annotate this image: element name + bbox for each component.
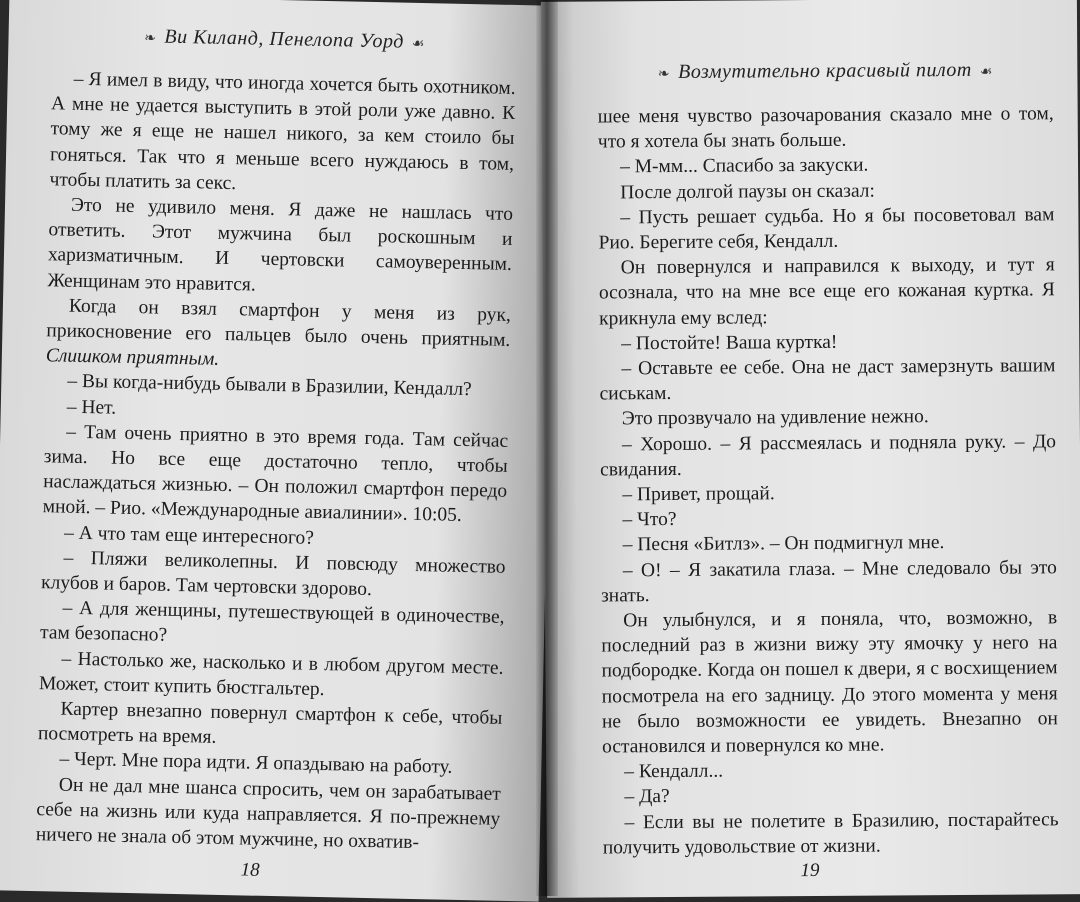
paragraph: Это не удивило меня. Я даже не нашлась что ответить. Этот мужчина был роскошным и харизматичным. И чертовски самоуверенным. Женщинам это нравится. <box>47 194 514 296</box>
paragraph: После долгой паузы он сказал: <box>620 180 875 203</box>
paragraph: Когда он взял смартфон у меня из рук, прикосновение его пальцев было очень приятным. Слишком приятным. <box>45 295 512 371</box>
paragraph: – Нет. <box>66 396 117 419</box>
right-running-header <box>597 58 1053 84</box>
right-page <box>541 0 1080 898</box>
paragraph: – М-мм... Спасибо за закуски. <box>619 155 869 178</box>
paragraph: – Песня «Битлз». – Он подмигнул мне. <box>622 532 945 556</box>
paragraph: – Что? <box>622 509 677 531</box>
ornament-icon: ❧ <box>143 31 157 47</box>
paragraph: – Кендалл... <box>624 760 724 783</box>
paragraph: – Оставьте ее себе. Она не даст замерзнуть вашим сиськам. <box>599 355 1056 405</box>
left-running-header <box>52 23 516 56</box>
left-header-text: Ви Киланд, Пенелопа Уорд <box>164 25 405 53</box>
ornament-icon: ❧ <box>657 66 671 83</box>
left-page-text <box>36 66 516 857</box>
paragraph: – Постойте! Ваша куртка! <box>621 331 838 355</box>
ornament-icon: ☙ <box>979 64 993 80</box>
left-page-number: 18 <box>240 859 260 881</box>
paragraph: – Пляжи великолепны. И повсюду множество клубов и баров. Там чертовски здорово. <box>40 547 506 601</box>
paragraph: Он не дал мне шанса спросить, чем он зарабатывает себе на жизнь или куда направляется. Я по-прежнему ничего не знала об этом мужчине, но охватив- <box>35 774 502 854</box>
paragraph: – Хорошо. – Я рассмеялась и подняла руку. – До свидания. <box>600 430 1057 481</box>
paragraph: Он повернулся и направился к выходу, и тут я осознала, что на мне все еще его кожаная куртка. Я крикнула ему вслед: <box>598 254 1055 330</box>
paragraph: Он улыбнулся, и я поняла, что, возможно, в последний раз в жизни вижу эту ямочку у него на подбородке. Когда он пошел к двери, я с восхищением посмотрела на его задницу. До этого момента у меня не было возможности ее увидеть. Внезапно он остановился и повернулся ко мне. <box>601 607 1058 758</box>
book-gutter <box>536 0 558 896</box>
paragraph: Картер внезапно повернул смартфон к себе, чтобы посмотреть на время. <box>37 698 503 749</box>
paragraph: шее меня чувство разочарования сказало мне о том, что я хотела бы знать больше. <box>597 103 1054 153</box>
paragraph: – А для женщины, путешествующей в одиночестве, там безопасно? <box>39 597 505 647</box>
paragraph: Это прозвучало на удивление нежно. <box>621 406 929 430</box>
paragraph: – Пусть решает судьба. Но я бы посоветовал вам Рио. Берегите себя, Кендалл. <box>598 204 1055 254</box>
paragraph: – Если вы не полетите в Бразилию, постарайтесь получить удовольствие от жизни. <box>602 808 1059 859</box>
ornament-icon: ☙ <box>411 36 426 53</box>
italic-phrase: Слишком приятным. <box>45 345 220 371</box>
paragraph: – Вы когда-нибудь бывали в Бразилии, Кендалл? <box>67 371 472 401</box>
paragraph: – Настолько же, насколько и в любом другом месте. Может, стоит купить бюстгальтер. <box>38 648 504 700</box>
paragraph: – Я имел в виду, что иногда хочется быть охотником. А мне не удается выступить в этой роли уже давно. К тому же я еще не нашел никого, за кем стоило бы гоняться. Так что я меньше всего нуждаюсь в том, чтобы платить за секс. <box>49 68 516 194</box>
right-page-number: 19 <box>800 859 820 882</box>
paragraph: – Там очень приятно в это время года. Там сейчас зима. Но все еще достаточно тепло, чтобы наслаждаться жизнью. – Он положил смартфон передо мной. – Рио. «Международные авиалинии». 10:05. <box>42 421 509 527</box>
paragraph: – О! – Я закатила глаза. – Мне следовало бы это знать. <box>600 556 1057 607</box>
paragraph: – Да? <box>624 786 670 808</box>
paragraph: – А что там еще интересного? <box>63 522 315 549</box>
right-page-text <box>598 101 1059 860</box>
paragraph: – Привет, прощай. <box>622 483 775 506</box>
right-header-text: Возмутительно красивый пилот <box>677 58 972 83</box>
paragraph: – Черт. Мне пора идти. Я опаздываю на работу. <box>59 749 453 779</box>
